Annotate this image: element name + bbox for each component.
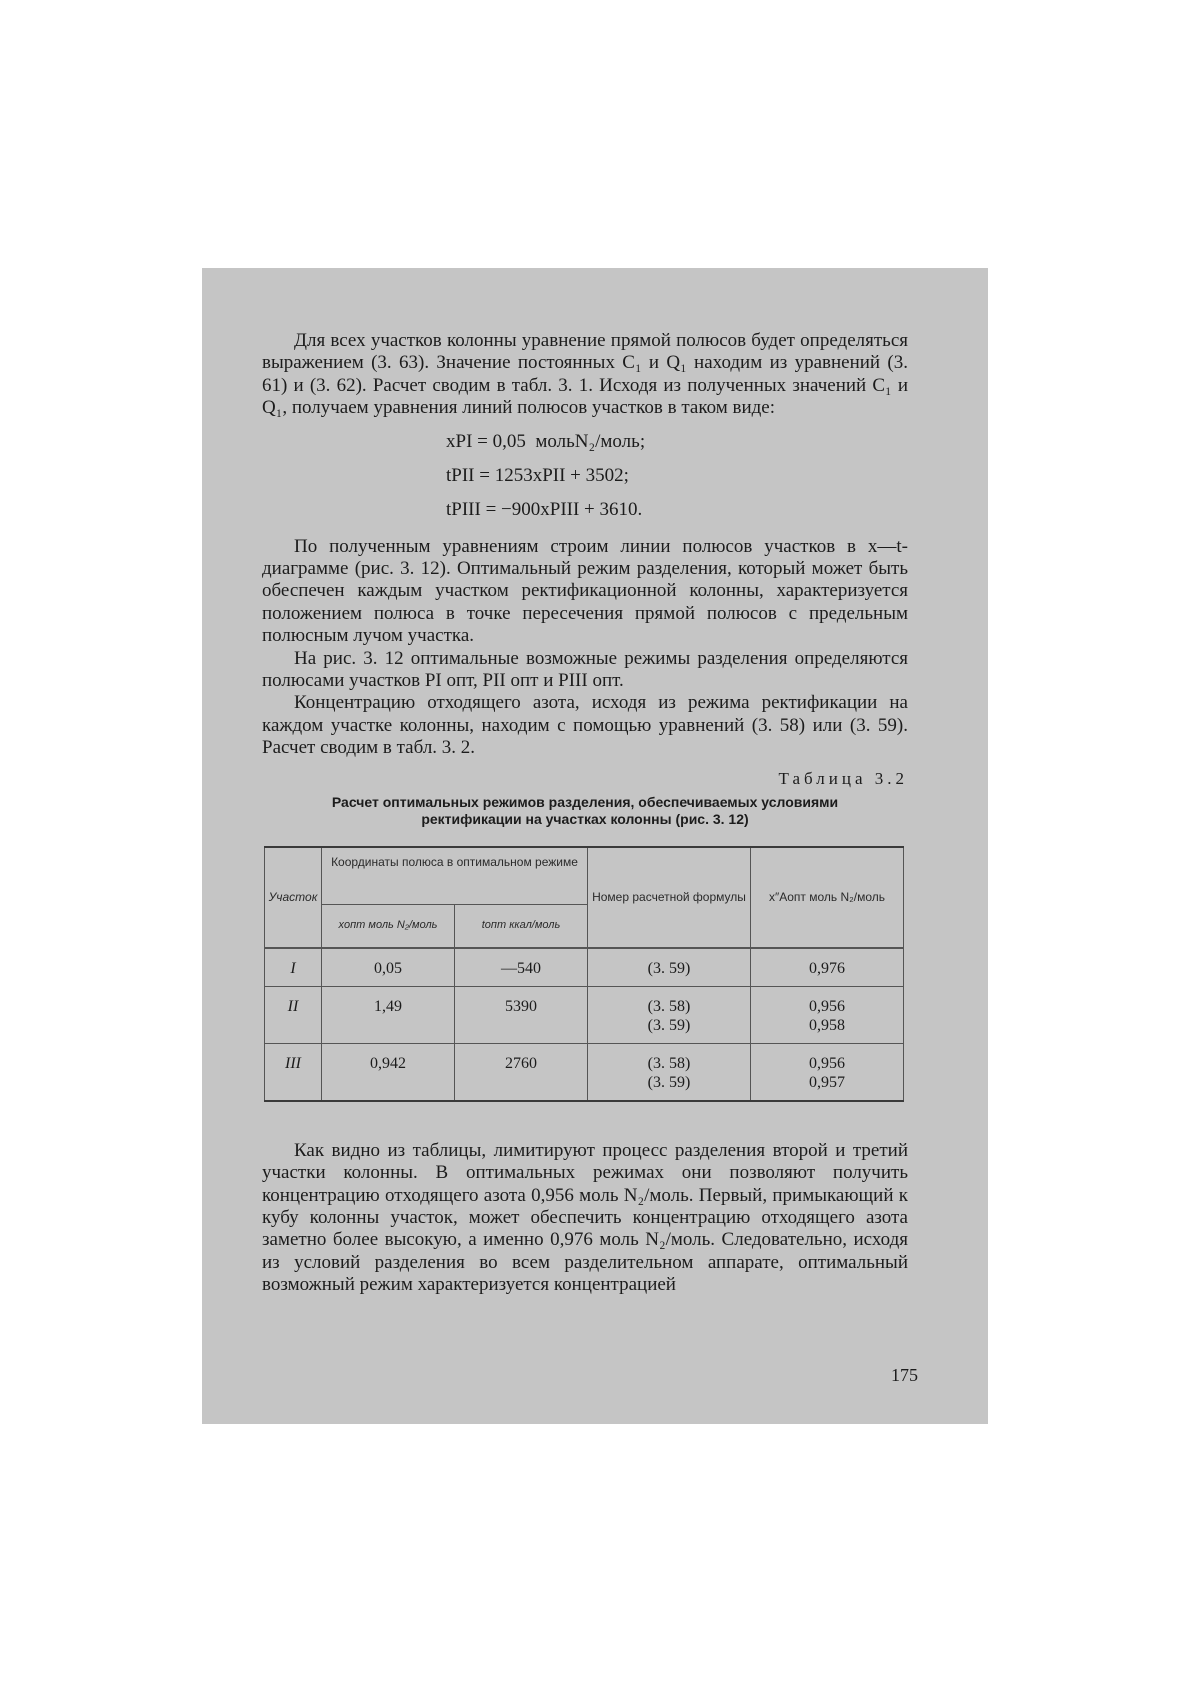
page-number: 175 bbox=[891, 1365, 918, 1385]
nitrogen-value: 0,957 bbox=[809, 1073, 845, 1091]
header-x-opt: xопт моль N₂/моль bbox=[322, 904, 455, 948]
cell-nitrogen bbox=[751, 1043, 904, 1101]
formula-pole-1: xPI = 0,05 мольN₂/моль; bbox=[446, 430, 646, 452]
formula-pole-3: tPIII = −900xPIII + 3610. bbox=[446, 498, 643, 520]
table-row bbox=[265, 1043, 904, 1101]
formula-ref: (3. 59) bbox=[647, 1073, 691, 1091]
nitrogen-value: 0,976 bbox=[809, 959, 845, 977]
header-formula-number: Номер расчетной формулы bbox=[588, 847, 751, 948]
header-section: Участок bbox=[265, 847, 322, 948]
results-table bbox=[264, 846, 904, 1102]
cell-section: I bbox=[265, 948, 322, 987]
cell-x-opt: 1,49 bbox=[322, 986, 455, 1043]
formula-ref: (3. 58) bbox=[647, 997, 691, 1015]
formula-pole-2: tPII = 1253xPII + 3502; bbox=[446, 464, 629, 486]
cell-nitrogen bbox=[751, 948, 904, 987]
table-row bbox=[265, 986, 904, 1043]
cell-formula bbox=[588, 1043, 751, 1101]
header-t-opt: tопт ккал/моль bbox=[455, 904, 588, 948]
cell-x-opt: 0,942 bbox=[322, 1043, 455, 1101]
cell-t-opt: 2760 bbox=[455, 1043, 588, 1101]
paragraph-optimal-poles: На рис. 3. 12 оптимальные возможные режимы разделения определяются полюсами участков PI опт, PII опт и PIII опт. bbox=[262, 647, 908, 692]
cell-t-opt: —540 bbox=[455, 948, 588, 987]
table-spacer bbox=[262, 1102, 908, 1140]
table-label: Таблица 3.2 bbox=[778, 768, 908, 788]
header-pole-coordinates: Координаты полюса в оптимальном режиме bbox=[322, 847, 588, 905]
formula-block bbox=[262, 425, 908, 527]
cell-formula bbox=[588, 948, 751, 987]
cell-x-opt: 0,05 bbox=[322, 948, 455, 987]
formula-ref: (3. 58) bbox=[647, 1054, 691, 1072]
paragraph-diagram: По полученным уравнениям строим линии полюсов участков в x—t-диаграмме (рис. 3. 12). Оптимальный режим разделения, который может быть обеспечен каждым участком ректификационной колонны, характеризуется положением полюса в точке пересечения прямой полюсов с предельным полюсным лучом участка. bbox=[262, 535, 908, 647]
cell-section: II bbox=[265, 986, 322, 1043]
page-content bbox=[262, 330, 908, 1297]
paragraph-nitrogen: Концентрацию отходящего азота, исходя из режима ректификации на каждом участке колонны, находим с помощью уравнений (3. 58) или (3. 59). Расчет сводим в табл. 3. 2. bbox=[262, 692, 908, 759]
cell-section: III bbox=[265, 1043, 322, 1101]
cell-nitrogen bbox=[751, 986, 904, 1043]
table-title: Расчет оптимальных режимов разделения, обеспечиваемых условиями ректификации на участках колонны (рис. 3. 12) bbox=[331, 793, 839, 827]
formula-ref: (3. 59) bbox=[647, 959, 691, 977]
table-row bbox=[265, 948, 904, 987]
nitrogen-value: 0,956 bbox=[809, 997, 845, 1015]
paragraph-intro: Для всех участков колонны уравнение прямой полюсов будет определяться выражением (3. 63). Значение постоянных C₁ и Q₁ находим из уравнений (3. 61) и (3. 62). Расчет сводим в табл. 3. 1. Исходя из полученных значений C₁ и Q₁, получаем уравнения линий полюсов участков в таком виде: bbox=[262, 330, 908, 419]
header-nitrogen-concentration: x″Aопт моль N₂/моль bbox=[751, 847, 904, 948]
nitrogen-value: 0,956 bbox=[809, 1054, 845, 1072]
cell-t-opt: 5390 bbox=[455, 986, 588, 1043]
nitrogen-value: 0,958 bbox=[809, 1016, 845, 1034]
page-scan bbox=[202, 268, 988, 1424]
cell-formula bbox=[588, 986, 751, 1043]
formula-ref: (3. 59) bbox=[647, 1016, 691, 1034]
paragraph-conclusion: Как видно из таблицы, лимитируют процесс разделения второй и третий участки колонны. В оптимальных режимах они позволяют получить концентрацию отходящего азота 0,956 моль N₂/моль. Первый, примыкающий к кубу колонны участок, может обеспечить концентрацию отходящего азота заметно более высокую, а именно 0,976 моль N₂/моль. Следовательно, исходя из условий разделения во всем разделительном аппарате, оптимальный возможный режим характеризуется концентрацией bbox=[262, 1139, 908, 1296]
